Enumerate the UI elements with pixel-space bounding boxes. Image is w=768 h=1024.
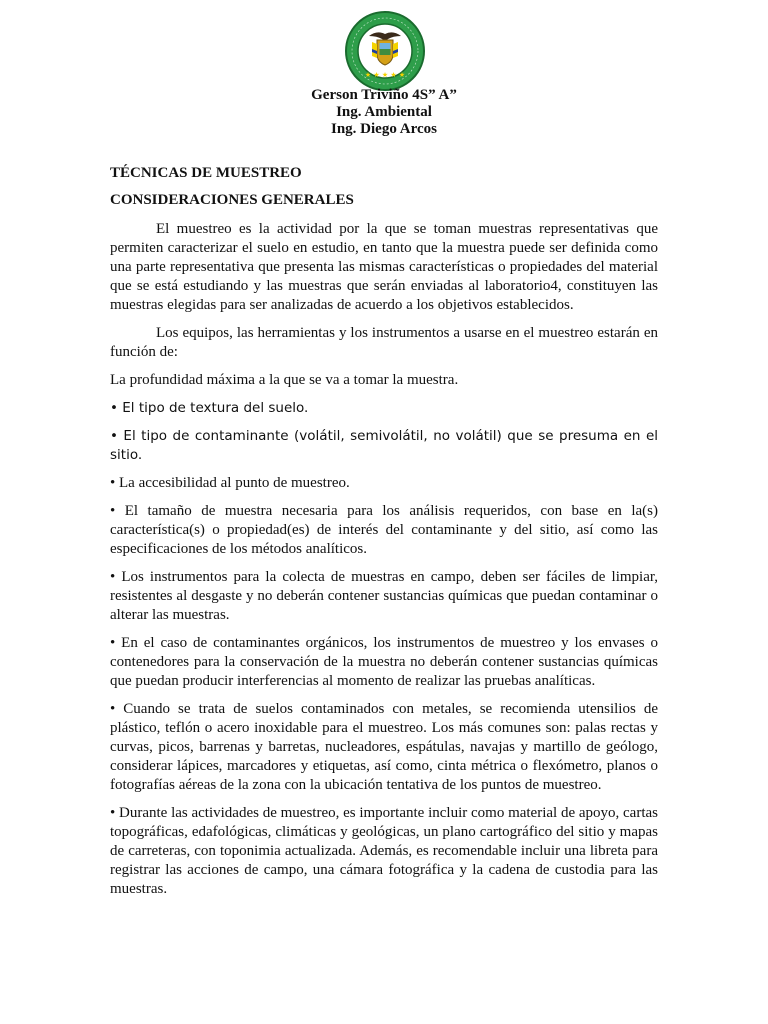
author-header: [0, 87, 768, 138]
bullet-item: • Los instrumentos para la colecta de muestras en campo, deben ser fáciles de limpiar, resistentes al desgaste y no deberán contener sustancias químicas que puedan contaminar o alterar las muestras.: [110, 569, 658, 623]
career-name: Ing. Ambiental: [336, 104, 432, 120]
bullet-item: • Cuando se trata de suelos contaminados con metales, se recomienda utensilios de plástico, teflón o acero inoxidable para el muestreo. Los más comunes son: palas rectas y curvas, picos, barrenas y barretas, nucleadores, espátulas, navajas y martillo de geólogo, considerar lápices, marcadores y etiquetas, así como, cinta métrica o flexómetro, planos o fotografías aéreas de la zona con la ubicación tentativa de los puntos de muestreo.: [110, 701, 658, 793]
bullet-item: • La accesibilidad al punto de muestreo.: [110, 475, 350, 491]
section-heading: CONSIDERACIONES GENERALES: [110, 192, 354, 208]
author-name: Gerson Triviño 4S” A”: [311, 87, 457, 103]
paragraph-intro: El muestreo es la actividad por la que se toman muestras representativas que permiten caracterizar el suelo en estudio, en tanto que la muestra puede ser definida como una parte representativa que presenta las mismas características o propiedades del material que se está estudiando y las muestras que serán enviadas al laboratorio4, constituyen las muestras elegidas para ser analizadas de acuerdo a los objetivos establecidos.: [110, 221, 658, 313]
bullet-item: • El tipo de contaminante (volátil, semivolátil, no volátil) que se presuma en el sitio.: [110, 428, 658, 463]
university-logo: [344, 10, 426, 92]
bullet-item: • En el caso de contaminantes orgánicos, los instrumentos de muestreo y los envases o contenedores para la conservación de la muestra no deberán contener sustancias químicas que puedan producir interferencias al momento de realizar las pruebas analíticas.: [110, 635, 658, 689]
professor-name: Ing. Diego Arcos: [331, 121, 437, 137]
bullet-item: • El tipo de textura del suelo.: [110, 400, 309, 416]
university-seal-icon: [344, 10, 426, 92]
document-body: [110, 164, 658, 908]
bullet-item: • Durante las actividades de muestreo, es importante incluir como material de apoyo, cartas topográficas, edafológicas, climáticas y geológicas, un plano cartográfico del sitio y mapas de carreteras, con toponimia actualizada. Además, es recomendable incluir una libreta para registrar las acciones de campo, una cámara fotográfica y la cadena de custodia para las muestras.: [110, 805, 658, 897]
bullet-item: • El tamaño de muestra necesaria para los análisis requeridos, con base en la(s) característica(s) o propiedad(es) de interés del contaminante y del sitio, así como las especificaciones de los métodos analíticos.: [110, 503, 658, 557]
paragraph-equipment: Los equipos, las herramientas y los instrumentos a usarse en el muestreo estarán en función de:: [110, 325, 658, 360]
svg-text:★ ★ ★ ★ ★: ★ ★ ★ ★ ★: [364, 71, 406, 79]
paragraph-depth: La profundidad máxima a la que se va a tomar la muestra.: [110, 372, 459, 388]
document-title: TÉCNICAS DE MUESTREO: [110, 165, 302, 181]
